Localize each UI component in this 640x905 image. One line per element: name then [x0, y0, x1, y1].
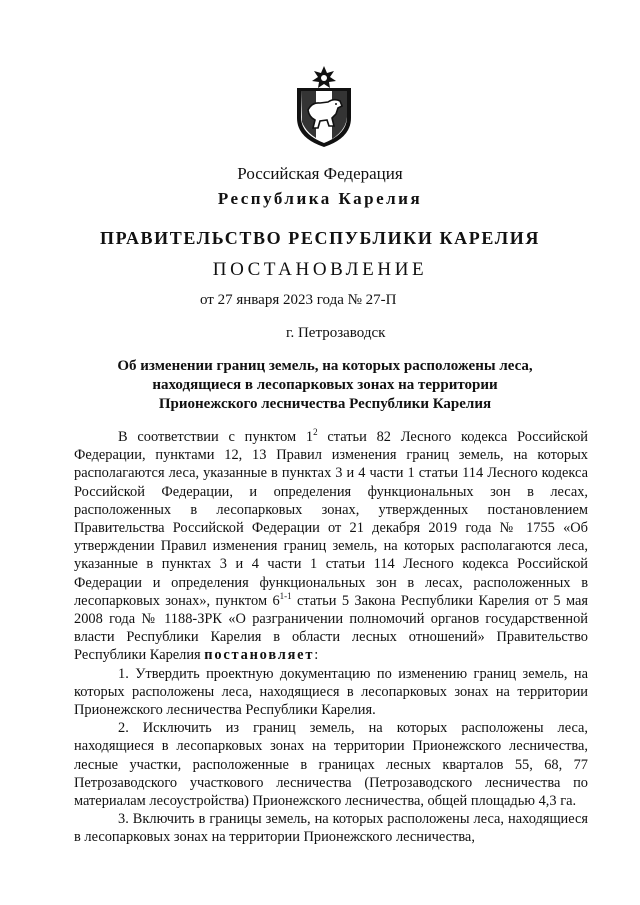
superscript: 1-1 — [279, 590, 292, 601]
document-title — [60, 357, 590, 414]
star-icon — [312, 66, 336, 88]
clause-2: 2. Исключить из границ земель, на которых расположены леса, находящиеся в лесопарковых зонах на территории Прионежского лесничества, лесные участки, расположенные в границах лесных кварталов 55, 68, 77 Петрозаводского участкового лесничества (Петрозаводского лесничества по материалам лесоустройства) Прионежского лесничества, общей площадью 4,3 га. — [74, 720, 588, 810]
document-type: ПОСТАНОВЛЕНИЕ — [212, 259, 428, 280]
document-body — [74, 428, 588, 847]
superscript: 2 — [313, 427, 318, 437]
coat-of-arms-icon — [294, 66, 354, 148]
republic-name: Республика Карелия — [217, 189, 423, 208]
preamble-end: : — [314, 647, 319, 664]
government-name: ПРАВИТЕЛЬСТВО РЕСПУБЛИКИ КАРЕЛИЯ — [100, 228, 540, 248]
preamble-text: В соответствии с пунктом 1 — [118, 429, 314, 445]
title-line: Об изменении границ земель, на которых расположены леса, — [117, 358, 533, 374]
preamble-text: статьи 5 Закона Республики Карелия от 5 мая 2008 года № 1188-ЗРК «О разграничении полномочий органов государственной власти Республики Карелия в области лесных отношений» Правительство Республики Карелия — [74, 592, 588, 664]
preamble-text: статьи 82 Лесного кодекса Российской Федерации, пунктами 12, 13 Правил изменения границ земель, на которых располагаются леса, указанные в пунктах 3 и 4 части 1 статьи 114 Лесного кодекса Российской Федерации, и определения функциональных зон в лесах, расположенных в лесопарковых зонах, утвержденных постановлением Правительства Российской Федерации от 21 декабря 2019 года № 1755 «Об утверждении Правил изменения границ земель, на которых располагаются леса, указанные в пунктах 3 и 4 части 1 статьи 114 Лесного кодекса Российской Федерации и определения функциональных зон в лесах, расположенных в лесопарковых зонах», пунктом 6 — [74, 429, 588, 609]
title-line: Прионежского лесничества Республики Карелия — [158, 396, 492, 412]
country-name: Российская Федерация — [237, 164, 403, 183]
clause-1: 1. Утвердить проектную документацию по изменению границ земель, на которых расположены леса, находящиеся в лесопарковых зонах на территории Прионежского лесничества Республики Карелия. — [74, 665, 588, 719]
title-line: находящиеся в лесопарковых зонах на территории — [152, 377, 498, 393]
document-city: г. Петрозаводск — [286, 325, 386, 341]
decree-word: постановляет — [204, 647, 315, 664]
preamble-paragraph — [74, 428, 588, 665]
clause-3: 3. Включить в границы земель, на которых расположены леса, находящиеся в лесопарковых зонах на территории Прионежского лесничества, — [74, 811, 588, 846]
document-date: от 27 января 2023 года № 27-П — [200, 292, 397, 308]
